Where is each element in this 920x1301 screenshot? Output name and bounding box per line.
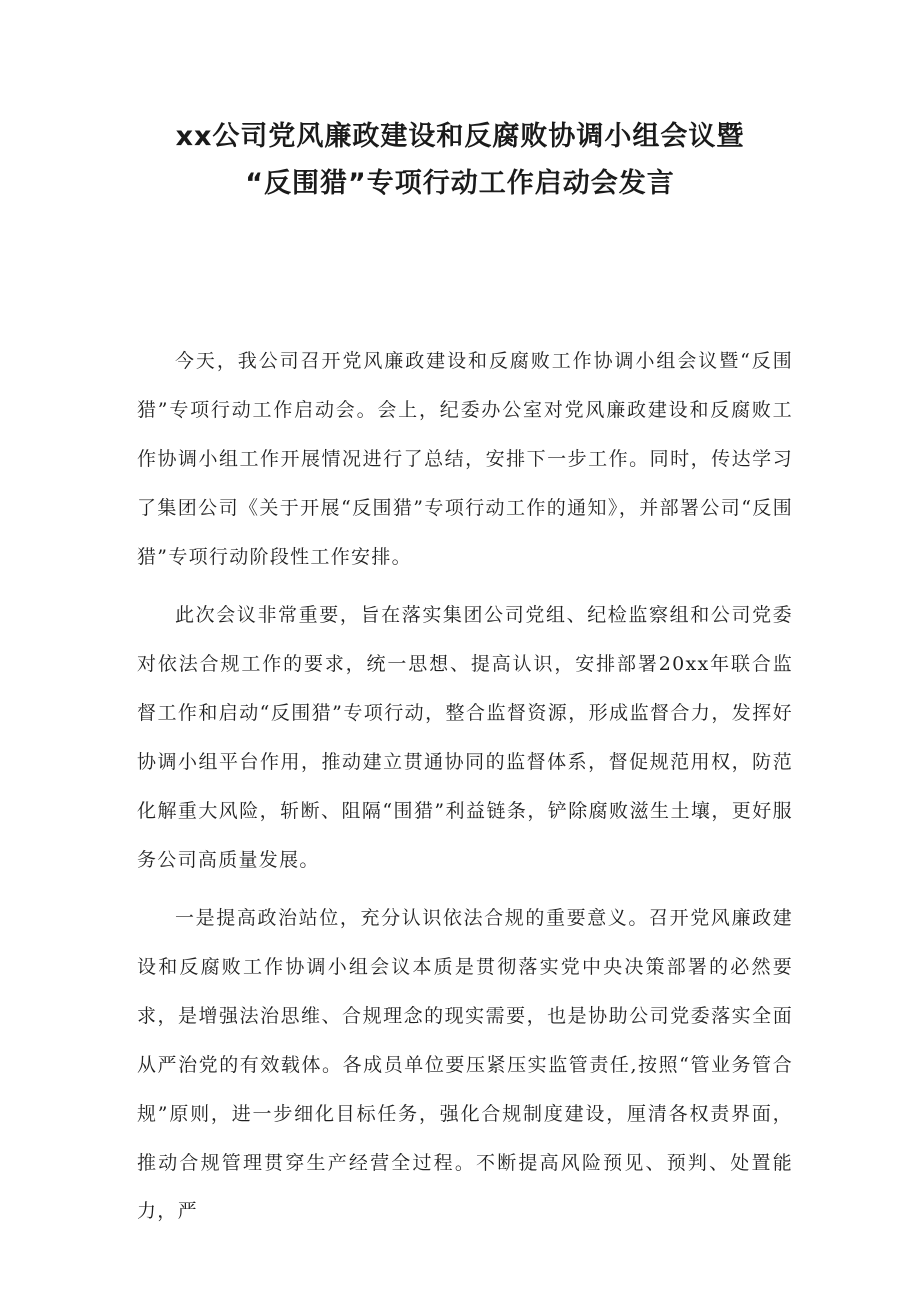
document-title-line-1: xx公司党风廉政建设和反腐败协调小组会议暨	[175, 121, 745, 152]
paragraph-2: 此次会议非常重要，旨在落实集团公司党组、纪检监察组和公司党委对依法合规工作的要求，统一思想、提高认识，安排部署20xx年联合监督工作和启动“反围猎”专项行动，整合监督资源，形成监督合力，发挥好协调小组平台作用，推动建立贯通协同的监督体系，督促规范用权，防范化解重大风险，斩断、阻隔“围猎”利益链条，铲除腐败滋生土壤，更好服务公司高质量发展。	[137, 604, 793, 871]
paragraph-3: 一是提高政治站位，充分认识依法合规的重要意义。召开党风廉政建设和反腐败工作协调小组会议本质是贯彻落实党中央决策部署的必然要求，是增强法治思维、合规理念的现实需要，也是协助公司党委落实全面从严治党的有效载体。各成员单位要压紧压实监管责任,按照“管业务管合规”原则，进一步细化目标任务，强化合规制度建设，厘清各权责界面，推动合规管理贯穿生产经营全过程。不断提高风险预见、预判、处置能力，严	[137, 907, 793, 1223]
paragraph-1: 今天，我公司召开党风廉政建设和反腐败工作协调小组会议暨“反围猎”专项行动工作启动会。会上，纪委办公室对党风廉政建设和反腐败工作协调小组工作开展情况进行了总结，安排下一步工作。同时，传达学习了集团公司《关于开展“反围猎”专项行动工作的通知》，并部署公司“反围猎”专项行动阶段性工作安排。	[137, 350, 793, 568]
document-title-line-2: “反围猎”专项行动工作启动会发言	[245, 168, 675, 199]
